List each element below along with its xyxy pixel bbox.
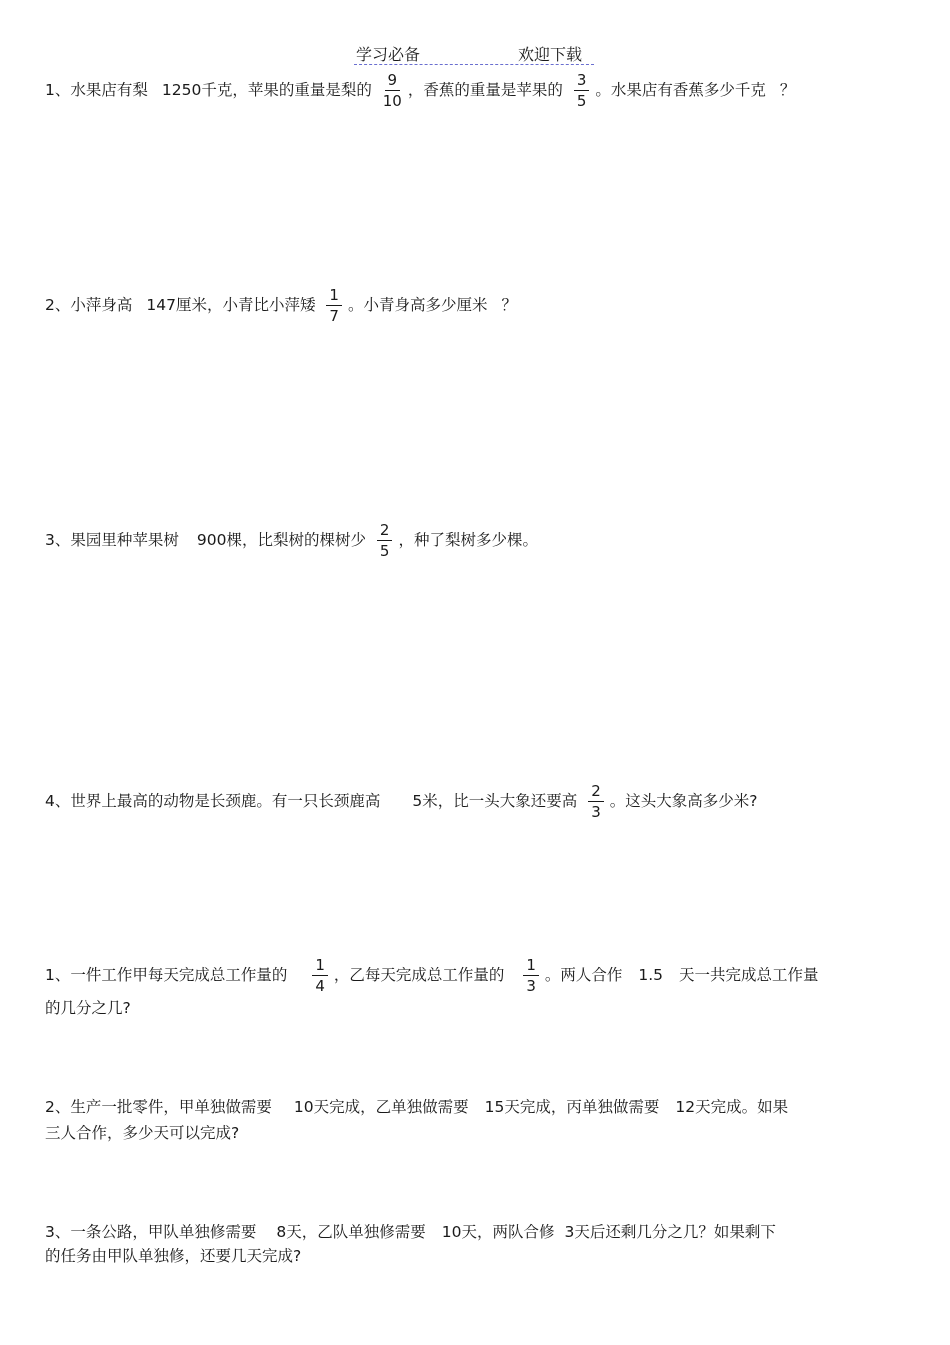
q5-text-d: 1.5 [638,966,664,984]
q6-text-b: 10天完成，乙单独做需要 [293,1098,469,1116]
q3-fraction [377,521,393,560]
q5-text-e: 天一共完成总工作量 [679,966,819,984]
q7-text-b: 8天，乙队单独修需要 [276,1223,426,1241]
q1-fraction-1 [383,71,402,110]
q5-fraction-2-denominator: 3 [526,977,536,995]
q7-text-d: 3天后还剩几分之几？如果剩下 [564,1223,776,1241]
q3-text-b: 900棵，比梨树的棵树少 [196,531,366,549]
question-6-line-2 [45,1120,239,1146]
q5-text-c: 。两人合作 [544,966,623,984]
q5-fraction-1 [312,956,328,995]
q1-text-c: ，香蕉的重量是苹果的 [407,81,563,99]
q5-fraction-1-denominator: 4 [315,977,325,995]
q2-fraction-denominator: 7 [329,307,339,325]
question-5 [45,956,819,995]
q6-text-a: 2、生产一批零件，甲单独做需要 [45,1098,272,1116]
q6-text-d: 12天完成。如果 [675,1098,789,1116]
q6-text-c: 15天完成，丙单独做需要 [484,1098,660,1116]
question-7 [45,1219,776,1245]
q5-fraction-2 [523,956,539,995]
q2-fraction [326,286,342,325]
question-3 [45,521,538,560]
q3-fraction-numerator: 2 [377,521,393,541]
q2-text-d: ？ [501,296,517,314]
q5-fraction-2-numerator: 1 [523,956,539,976]
q6-text-line2: 三人合作，多少天可以完成? [45,1124,240,1142]
q2-fraction-numerator: 1 [326,286,342,306]
q5-text-a: 1、一件工作甲每天完成总工作量的 [45,966,288,984]
q7-text-a: 3、一条公路，甲队单独修需要 [45,1223,257,1241]
q2-text-a: 2、小萍身高 [45,296,133,314]
q3-text-a: 3、果园里种苹果树 [45,531,179,549]
q4-fraction-denominator: 3 [591,803,601,821]
q1-text-a: 1、水果店有梨 [45,81,148,99]
question-5-line-2 [45,995,131,1021]
header-left-text: 学习必备 [356,45,421,64]
q1-text-e: ？ [779,81,796,99]
q2-text-b: 147厘米，小青比小萍矮 [146,296,316,314]
q4-text-a: 4、世界上最高的动物是长颈鹿。有一只长颈鹿高 [45,792,381,810]
q5-fraction-1-numerator: 1 [312,956,328,976]
q5-text-line2: 的几分之几? [45,999,131,1017]
header-right-text: 欢迎下载 [518,45,583,64]
q1-text-d: 。水果店有香蕉多少千克 [595,81,766,99]
q7-text-line2: 的任务由甲队单独修，还要几天完成? [45,1247,302,1265]
q4-text-c: 。这头大象高多少米? [609,792,758,810]
q4-fraction-numerator: 2 [588,782,604,802]
q1-text-b: 1250千克，苹果的重量是梨的 [161,81,372,99]
q1-fraction-2 [574,71,590,110]
question-7-line-2 [45,1243,301,1269]
q7-text-c: 10天，两队合修 [441,1223,555,1241]
page-header [354,40,594,65]
q1-fraction-2-denominator: 5 [576,92,587,110]
q4-fraction [588,782,604,821]
q2-text-c: 。小青身高多少厘米 [347,296,488,314]
q3-text-c: ，种了梨树多少棵。 [398,531,538,549]
question-4 [45,782,757,821]
q1-fraction-1-numerator: 9 [385,71,401,91]
q4-text-b: 5米，比一头大象还要高 [412,792,578,810]
q1-fraction-1-denominator: 10 [382,92,402,110]
q1-fraction-2-numerator: 3 [574,71,590,91]
q3-fraction-denominator: 5 [379,542,390,560]
question-2 [45,286,517,325]
question-1 [45,71,795,110]
question-6 [45,1094,788,1120]
q5-text-b: ，乙每天完成总工作量的 [333,966,505,984]
